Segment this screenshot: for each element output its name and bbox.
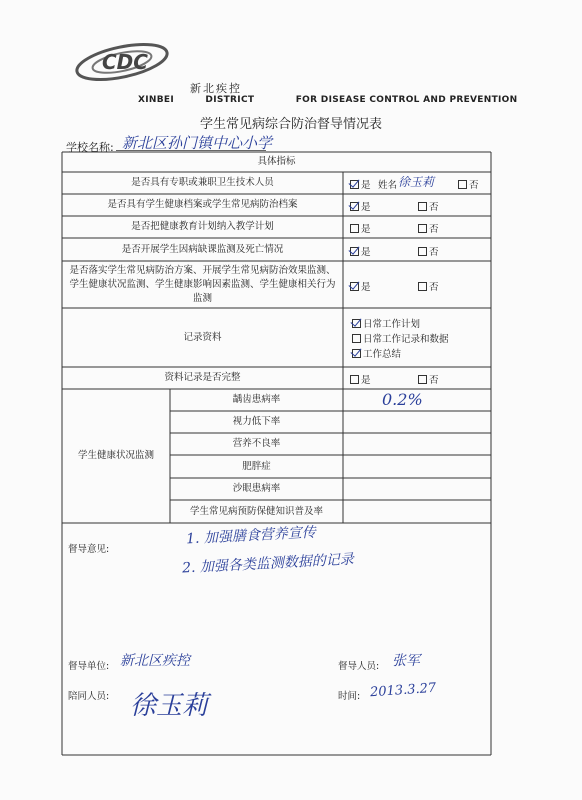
- form-title: 学生常见病综合防治督导情况表: [199, 117, 382, 132]
- checkbox-icon: [458, 180, 467, 189]
- school-underline: [116, 150, 266, 151]
- unit-handwritten: 新北区疾控: [120, 653, 190, 669]
- record-option-log[interactable]: [352, 331, 449, 345]
- option-yes-monitoring[interactable]: [350, 279, 371, 293]
- option-no-staff[interactable]: [458, 177, 479, 191]
- option-label: 否: [429, 247, 439, 258]
- org-name-cn: 新北疾控: [190, 82, 242, 95]
- staff-name-label: 姓名: [378, 180, 398, 191]
- option-no-monitoring[interactable]: [418, 279, 439, 293]
- option-label: 日常工作计划: [363, 319, 421, 330]
- row-label-records: 是否具有学生健康档案或学生常见病防治档案: [107, 199, 298, 210]
- time-label: 时间:: [338, 691, 361, 702]
- option-yes-staff[interactable]: [350, 177, 371, 191]
- health-group-label: 学生健康状况监测: [77, 450, 154, 461]
- option-no-complete[interactable]: [418, 372, 439, 386]
- option-yes-records[interactable]: [350, 199, 371, 213]
- opinion-line-2: 2. 加强各类监测数据的记录: [181, 551, 355, 577]
- health-item-label: 肥胖症: [242, 460, 271, 472]
- checkbox-checked-icon: [352, 349, 361, 358]
- health-item-label: 沙眼患病率: [232, 483, 281, 494]
- option-label: 工作总结: [363, 349, 402, 360]
- health-item-label: 龋齿患病率: [232, 394, 281, 405]
- companion-signature: 徐玉莉: [130, 691, 209, 721]
- health-item-label: 学生常见病预防保健知识普及率: [189, 505, 323, 517]
- school-name-handwritten: 新北区孙门镇中心小学: [122, 134, 273, 152]
- cdc-logo: [72, 40, 172, 84]
- inspector-handwritten: 张军: [392, 653, 420, 669]
- svg-text:CDC: CDC: [102, 50, 148, 74]
- health-item-label: 营养不良率: [232, 438, 281, 449]
- inspector-label: 督导人员:: [338, 661, 380, 672]
- row-label-staff: 是否具有专职或兼职卫生技术人员: [131, 177, 274, 188]
- row-label-education: 是否把健康教育计划纳入教学计划: [131, 221, 274, 232]
- option-label: 是: [361, 282, 371, 293]
- option-label: 否: [429, 224, 439, 235]
- org-en-part-1: XINBEI: [138, 95, 174, 105]
- option-label: 是: [361, 375, 371, 386]
- checkbox-checked-icon: [350, 247, 359, 256]
- option-label: 否: [429, 202, 439, 213]
- option-label: 是: [361, 202, 371, 213]
- opinion-label: 督导意见:: [68, 544, 110, 555]
- checkbox-checked-icon: [352, 319, 361, 328]
- checkbox-icon: [418, 282, 427, 291]
- checkbox-icon: [418, 375, 427, 384]
- checkbox-icon: [418, 224, 427, 233]
- option-label: 是: [361, 180, 371, 191]
- companion-label: 陪同人员:: [68, 691, 110, 702]
- option-label: 是: [361, 247, 371, 258]
- checkbox-checked-icon: [350, 202, 359, 211]
- checkbox-icon: [350, 224, 359, 233]
- option-label: 日常工作记录和数据: [363, 334, 449, 345]
- checkbox-checked-icon: [350, 180, 359, 189]
- org-name-en: [138, 95, 517, 105]
- checkbox-checked-icon: [350, 282, 359, 291]
- staff-name-handwritten: 徐玉莉: [398, 175, 435, 189]
- record-option-summary[interactable]: [352, 346, 401, 360]
- row-label-monitoring: 是否落实学生常见病防治方案、开展学生常见病防治效果监测、学生健康状况监测、学生健康影响因素监测、学生健康相关行为监测: [69, 264, 336, 304]
- time-handwritten: 2013.3.27: [369, 680, 437, 701]
- health-item-label: 视力低下率: [232, 416, 281, 427]
- complete-label: 资料记录是否完整: [164, 372, 241, 383]
- row-label-absence: 是否开展学生因病缺课监测及死亡情况: [121, 243, 284, 255]
- option-yes-education[interactable]: [350, 221, 371, 235]
- health-item-value: 0.2%: [382, 390, 423, 409]
- option-yes-complete[interactable]: [350, 372, 371, 386]
- record-option-plan[interactable]: [352, 316, 420, 330]
- option-label: 否: [429, 282, 439, 293]
- option-no-absence[interactable]: [418, 244, 439, 258]
- option-label: 否: [469, 180, 479, 191]
- checkbox-icon: [352, 334, 361, 343]
- records-label: 记录资料: [183, 331, 222, 343]
- option-no-records[interactable]: [418, 199, 439, 213]
- school-label: 学校名称:: [66, 141, 114, 154]
- option-label: 是: [361, 224, 371, 235]
- unit-label: 督导单位:: [68, 661, 110, 672]
- checkbox-icon: [350, 375, 359, 384]
- org-en-part-2: DISTRICT: [205, 95, 255, 105]
- option-yes-absence[interactable]: [350, 244, 371, 258]
- option-label: 否: [429, 375, 439, 386]
- org-en-part-3: FOR DISEASE CONTROL AND PREVENTION: [295, 95, 518, 105]
- checkbox-icon: [418, 202, 427, 211]
- option-no-education[interactable]: [418, 221, 439, 235]
- checkbox-icon: [418, 247, 427, 256]
- opinion-line-1: 1. 加强膳食营养宣传: [185, 524, 317, 548]
- table-header: 具体指标: [257, 156, 296, 167]
